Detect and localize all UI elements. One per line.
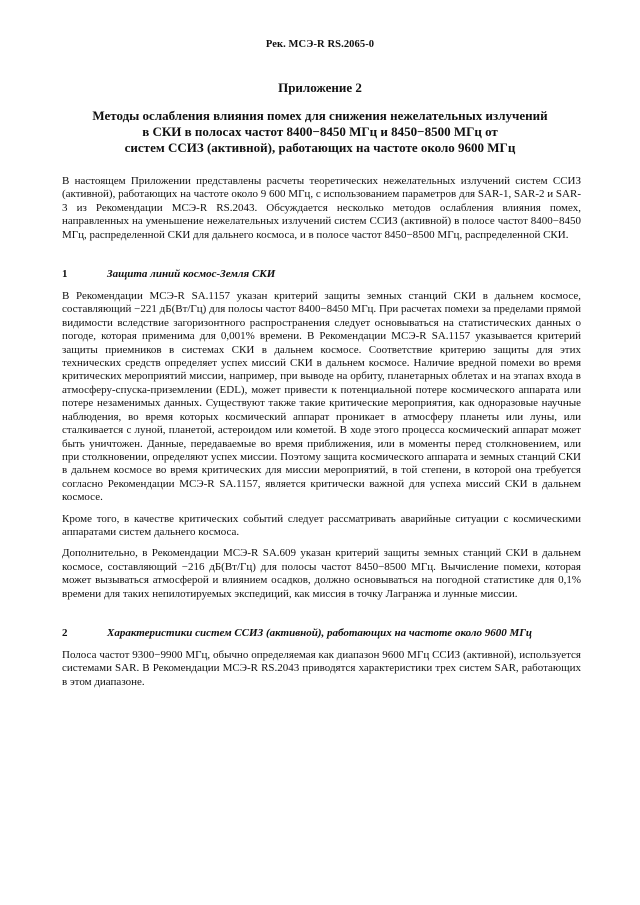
body-paragraph: Кроме того, в качестве критических событий следует рассматривать аварийные ситуации с космическими аппаратами систем дальнего космоса. bbox=[62, 512, 581, 538]
annex-subtitle bbox=[0, 108, 640, 156]
section-number: 2 bbox=[62, 626, 68, 639]
section-heading bbox=[62, 626, 581, 640]
annex-subtitle-line: систем ССИЗ (активной), работающих на частоте около 9600 МГц bbox=[124, 140, 516, 155]
section-heading bbox=[62, 267, 581, 281]
annex-subtitle-line: в СКИ в полосах частот 8400−8450 МГц и 8450−8500 МГц от bbox=[142, 124, 498, 139]
section-number: 1 bbox=[62, 268, 68, 281]
body-paragraph: В Рекомендации МСЭ-R SA.1157 указан критерий защиты земных станций СКИ в дальнем космосе, составляющий −221 дБ(Вт/Гц) для полосы частот 8400−8450 МГц. При расчетах помехи за пределами прямой видимости вследствие загоризонтного распространения следует основываться на статистических данных о погоде, которая применима для 0,001% времени. В Рекомендации МСЭ-R SA.1157 указывается критерий защиты приемников в системах СКИ в дальнем космосе. Соответствие критерию защиты для этих технических средств определяет успех миссий СКИ в дальнем космосе. Наличие вредной помехи во время критических мероприятий миссии, например, при выводе на орбиту, планетарных облетах и на этапах входа в атмосферу-спуска-приземлении (EDL), может привести к потенциальной потере космического аппарата или потере незаменимых данных. Существуют также такие критические мероприятия, как одноразовые научные наблюдения, во время которых космический аппарат проникает в атмосферу планеты или луны, или сталкивается с луной, планетой, астероидом или кометой. В ходе этого процесса космический аппарат может быть уничтожен. Данные, передаваемые во время приближения, или в моменты перед столкновением, или при столкновении, определяют успех миссии. Поэтому защита космического аппарата и земных станций СКИ в дальнем космосе во время критических для миссии мероприятий, в той степени, в которой она требуется согласно Рекомендации МСЭ-R SA.1157, является критически важной для успеха миссий СКИ в дальнем космосе. bbox=[62, 290, 581, 504]
section-title: Характеристики систем ССИЗ (активной), работающих на частоте около 9600 МГц bbox=[107, 626, 533, 639]
section-title: Защита линий космос-Земля СКИ bbox=[107, 268, 276, 281]
running-header: Рек. МСЭ-R RS.2065-0 bbox=[265, 39, 375, 50]
intro-paragraph: В настоящем Приложении представлены расчеты теоретических нежелательных излучений систем ССИЗ (активной), работающих на частоте около 9 600 МГц, с использованием параметров для SAR-1, SAR-2 и SAR-3 из Рекомендации МСЭ-R RS.2043. Обсуждается несколько методов ослабления влияния помех, направленных на уменьшение нежелательных излучений систем ССИЗ (активной) в полосе частот 8400−8450 МГц, распределенной СКИ для дальнего космоса, и в полосе частот 8450−8500 МГц, распределенной СКИ. bbox=[62, 175, 581, 241]
body-paragraph: Дополнительно, в Рекомендации МСЭ-R SA.609 указан критерий защиты земных станций СКИ в дальнем космосе, составляющий −216 дБ(Вт/Гц) для полосы частот 8450−8500 МГц. Вычисление помехи, которая может вызываться атмосферой и влиянием осадков, должно основываться на погодной статистике для 0,1% времени для таких непилотируемых экспедиций, как миссия в точку Лагранжа и лунные миссии. bbox=[62, 547, 581, 600]
annex-title: Приложение 2 bbox=[278, 80, 362, 95]
document-body bbox=[62, 175, 581, 697]
body-paragraph: Полоса частот 9300−9900 МГц, обычно определяемая как диапазон 9600 МГц ССИЗ (активной), используется системами SAR. В Рекомендации МСЭ-R RS.2043 приводятся характеристики трех систем SAR, работающих в этом диапазоне. bbox=[62, 648, 581, 688]
annex-subtitle-line: Методы ослабления влияния помех для снижения нежелательных излучений bbox=[92, 108, 548, 123]
